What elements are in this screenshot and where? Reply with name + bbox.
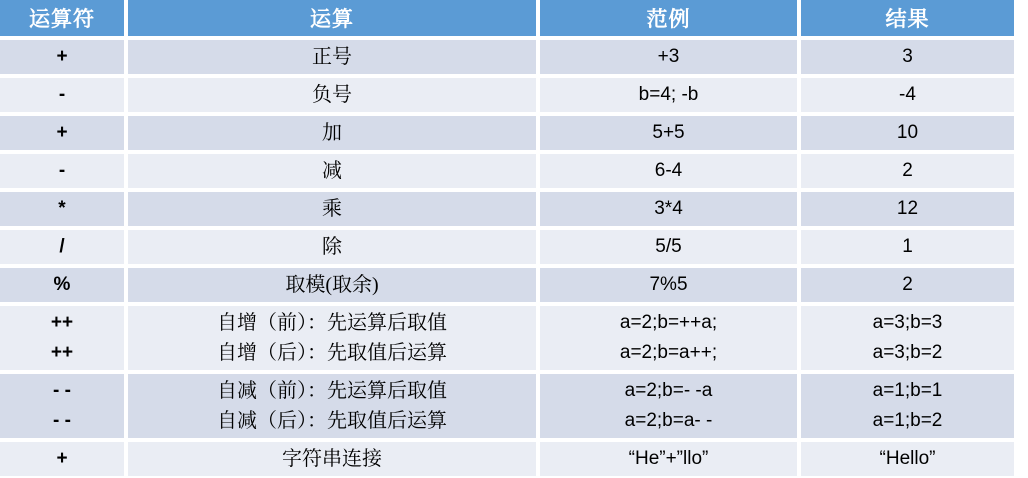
header-cell-result: 结果 (801, 0, 1014, 36)
example-cell (540, 268, 797, 302)
operator-cell (0, 306, 124, 370)
operation-cell (128, 306, 536, 370)
cell-text: 6-4 (654, 160, 683, 181)
operation-cell (128, 192, 536, 226)
result-cell (801, 116, 1014, 150)
cell-text: - (58, 160, 66, 181)
cell-text: - - (53, 380, 71, 401)
cell-text: a=1;b=1 (872, 380, 943, 401)
operator-cell (0, 268, 124, 302)
cell-text: 2 (902, 160, 913, 181)
cell-text: 10 (896, 122, 919, 143)
cell-text: 加 (322, 122, 342, 144)
cell-text: 12 (896, 198, 919, 219)
cell-text: a=1;b=2 (872, 410, 943, 431)
cell-text: 除 (322, 236, 342, 258)
cell-text: ++ (50, 312, 74, 333)
header-cell-operation: 运算 (128, 0, 536, 36)
cell-text: 自减（前）：先运算后取值 (217, 380, 447, 402)
cell-text: “Hello” (879, 448, 936, 469)
cell-text: 5+5 (652, 122, 685, 143)
example-cell (540, 40, 797, 74)
cell-text: % (53, 274, 71, 295)
example-cell (540, 230, 797, 264)
operator-cell (0, 40, 124, 74)
example-cell (540, 192, 797, 226)
cell-text: a=2;b=a++; (619, 342, 718, 363)
operator-cell (0, 78, 124, 112)
operator-cell (0, 154, 124, 188)
cell-text: 字符串连接 (282, 448, 382, 470)
cell-text: 减 (322, 160, 342, 182)
operator-cell (0, 192, 124, 226)
cell-text: a=2;b=++a; (619, 312, 718, 333)
operator-cell (0, 230, 124, 264)
header-cell-example: 范例 (540, 0, 797, 36)
cell-text: + (56, 448, 68, 469)
example-cell (540, 78, 797, 112)
operation-cell (128, 154, 536, 188)
cell-text: 3 (902, 46, 913, 67)
example-cell (540, 154, 797, 188)
cell-text: a=2;b=- -a (624, 380, 713, 401)
cell-text: 正号 (312, 46, 352, 68)
result-cell (801, 40, 1014, 74)
result-cell (801, 374, 1014, 438)
operation-cell (128, 78, 536, 112)
header-cell-operator: 运算符 (0, 0, 124, 36)
cell-text: a=3;b=2 (872, 342, 943, 363)
example-cell (540, 374, 797, 438)
result-cell (801, 230, 1014, 264)
cell-text: * (58, 198, 66, 219)
operation-cell (128, 268, 536, 302)
cell-text: a=2;b=a- - (624, 410, 713, 431)
result-cell (801, 154, 1014, 188)
cell-text: 自减（后）：先取值后运算 (217, 410, 447, 432)
operation-cell (128, 442, 536, 476)
cell-text: / (59, 236, 65, 257)
operator-cell (0, 442, 124, 476)
operation-cell (128, 40, 536, 74)
result-cell (801, 192, 1014, 226)
cell-text: 2 (902, 274, 913, 295)
operation-cell (128, 230, 536, 264)
operator-cell (0, 116, 124, 150)
cell-text: + (56, 46, 68, 67)
cell-text: + (56, 122, 68, 143)
cell-text: +3 (657, 46, 680, 67)
cell-text: 自增（后）：先取值后运算 (217, 342, 447, 364)
cell-text: -4 (899, 84, 916, 105)
operation-cell (128, 116, 536, 150)
example-cell (540, 442, 797, 476)
operator-cell (0, 374, 124, 438)
example-cell (540, 306, 797, 370)
cell-text: “He”+”llo” (628, 448, 709, 469)
operation-cell (128, 374, 536, 438)
cell-text: b=4; -b (638, 84, 699, 105)
cell-text: 乘 (322, 198, 342, 220)
cell-text: 1 (902, 236, 913, 257)
result-cell (801, 306, 1014, 370)
cell-text: 3*4 (654, 198, 683, 219)
cell-text: - (58, 84, 66, 105)
cell-text: 负号 (312, 84, 352, 106)
cell-text: 5/5 (655, 236, 682, 257)
cell-text: - - (53, 410, 71, 431)
cell-text: 取模(取余) (285, 274, 379, 296)
example-cell (540, 116, 797, 150)
cell-text: 自增（前）：先运算后取值 (217, 312, 447, 334)
result-cell (801, 442, 1014, 476)
cell-text: a=3;b=3 (872, 312, 943, 333)
result-cell (801, 268, 1014, 302)
cell-text: ++ (50, 342, 74, 363)
cell-text: 7%5 (649, 274, 688, 295)
result-cell (801, 78, 1014, 112)
